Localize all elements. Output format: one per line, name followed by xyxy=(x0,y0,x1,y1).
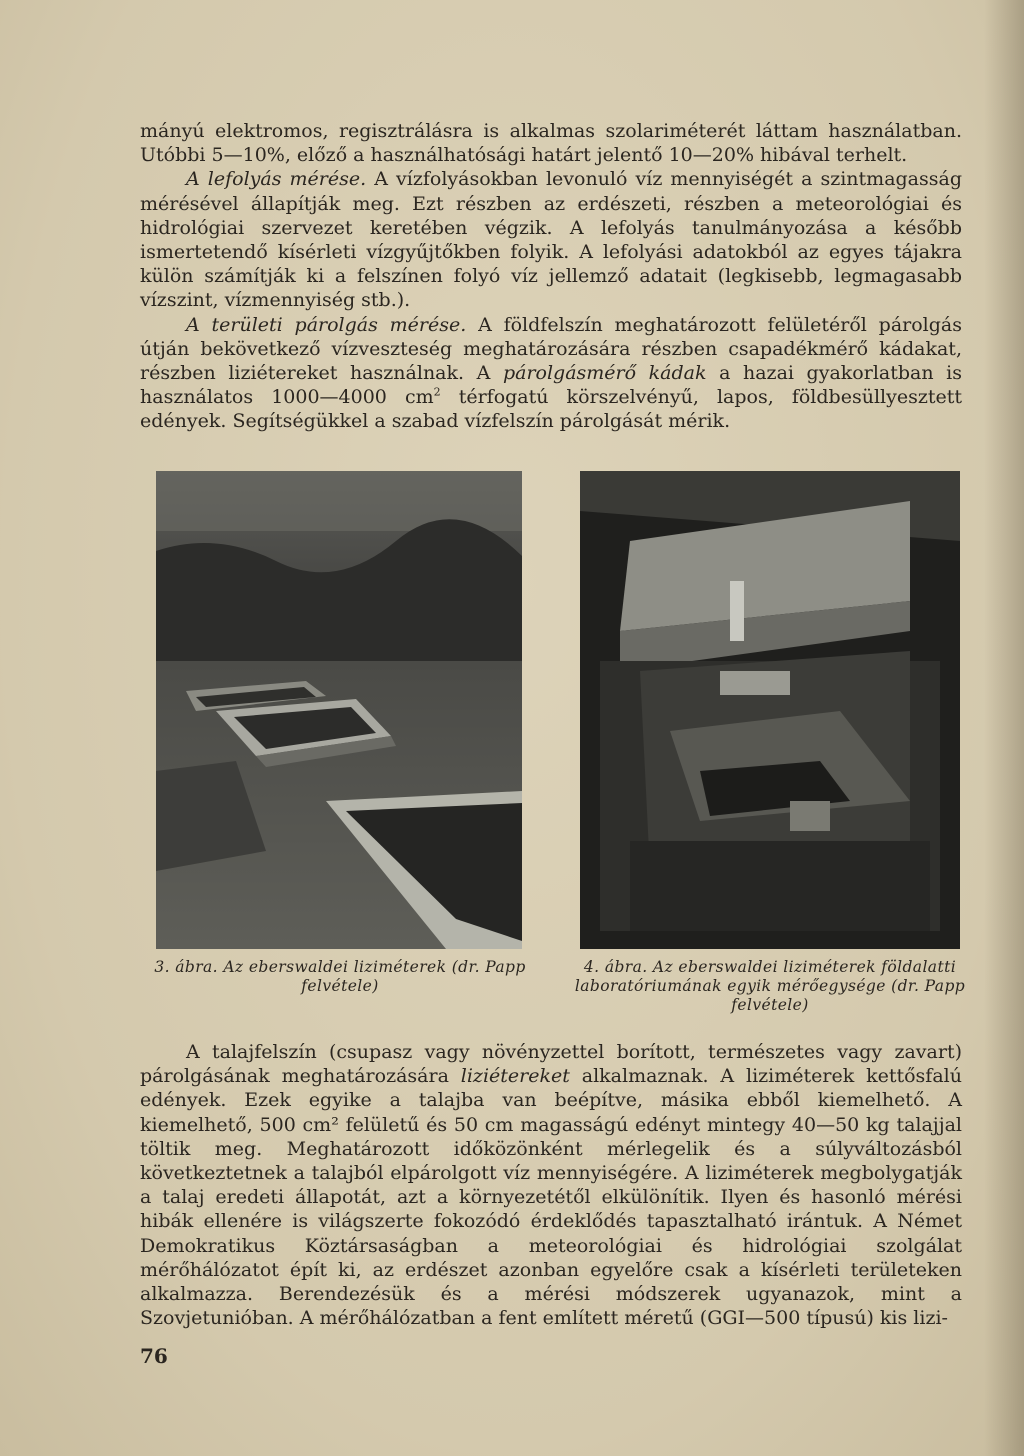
text-run: alkalmaznak. A liziméterek kettősfalú edények. Ezek egyike a talajba van beépítve, másika ebből kiemelhető. A kiemelhető, 500 cm² felületű és 50 cm magasságú edényt mintegy 40—50 kg talajjal töltik meg. Meghatározott időközönként mérlegelik és a súlyváltozásból következtetnek a talajból elpárolgott víz mennyiségére. A liziméterek megbolygatják a talaj eredeti állapotát, azt a környezetétől elkülönítik. Ilyen és hasonló mérési hibák ellenére is világszerte fokozódó érdeklődés tapasztalható irántuk. A Német Demokratikus Köztársaságban a meteorológiai és hidrológiai szolgálat mérőhálózatot épít ki, az erdészet azonban egyelőre csak a kísérleti területeken alkalmazza. Berendezésük és a mérési módszerek ugyanazok, mint a Szovjetunióban. A mérőhálózatban a fent említett méretű (GGI—500 típusú) kis lizi- xyxy=(140,1065,962,1330)
figure-3-photo xyxy=(156,471,522,949)
text-run: 2 xyxy=(433,385,441,399)
paragraph xyxy=(140,167,962,312)
binding-shadow xyxy=(984,0,1024,1456)
italic-text-run: A lefolyás mérése. xyxy=(186,168,367,191)
italic-text-run: párolgásmérő kádak xyxy=(502,362,707,385)
text-run: térfogatú körszelvényű, lapos, földbesüllyesztett edények. Segítségükkel a szabad vízfelszín párolgását mérik. xyxy=(140,386,962,433)
italic-text-run: liziétereket xyxy=(460,1065,570,1088)
text-run: A vízfolyásokban levonuló víz mennyiségét a szintmagasság mérésével állapítják meg. Ezt részben az erdészeti, részben a meteorológiai és hidrológiai szervezet keretében végzik. A lefolyás tanulmányozása a később ismertetendő kísérleti vízgyűjtőkben folyik. A lefolyási adatokból az egyes tájakra külön számítják ki a felszínen folyó víz jellemző adatait (legkisebb, legmagasabb vízszint, vízmennyiség stb.). xyxy=(140,168,962,312)
italic-text-run: A területi párolgás mérése. xyxy=(186,313,467,336)
underground-laboratory-image xyxy=(580,471,960,949)
figure-4-photo xyxy=(580,471,960,949)
text-run: A földfelszín meghatározott felületéről párolgás útján bekövetkező vízveszteség meghatározására részben csapadékmérő kádakat, részben liziétereket használnak. A xyxy=(140,313,962,385)
figure-4-caption: 4. ábra. Az eberswaldei liziméterek földalatti laboratóriumának egyik mérőegysége (dr. Papp felvétele) xyxy=(574,958,966,1014)
paragraph xyxy=(140,119,962,167)
page-number: 76 xyxy=(140,1344,168,1368)
paragraph xyxy=(140,1040,962,1330)
figure-3-caption: 3. ábra. Az eberswaldei liziméterek (dr. Papp felvétele) xyxy=(154,958,526,995)
text-run: A talajfelszín (csupasz vagy növényzettel borított, természetes vagy zavart) párolgásának meghatározására xyxy=(140,1041,962,1088)
bottom-text-block xyxy=(140,1040,962,1330)
text-run: a hazai gyakorlatban is használatos 1000—4000 cm xyxy=(140,362,962,409)
text-run: mányú elektromos, regisztrálásra is alkalmas szolariméterét láttam használatban. Utóbbi 5—10%, előző a használhatósági határt jelentő 10—20% hibával terhelt. xyxy=(140,120,962,167)
lysimeter-field-image xyxy=(156,471,522,949)
top-text-block xyxy=(140,119,962,434)
paragraph xyxy=(140,313,962,434)
